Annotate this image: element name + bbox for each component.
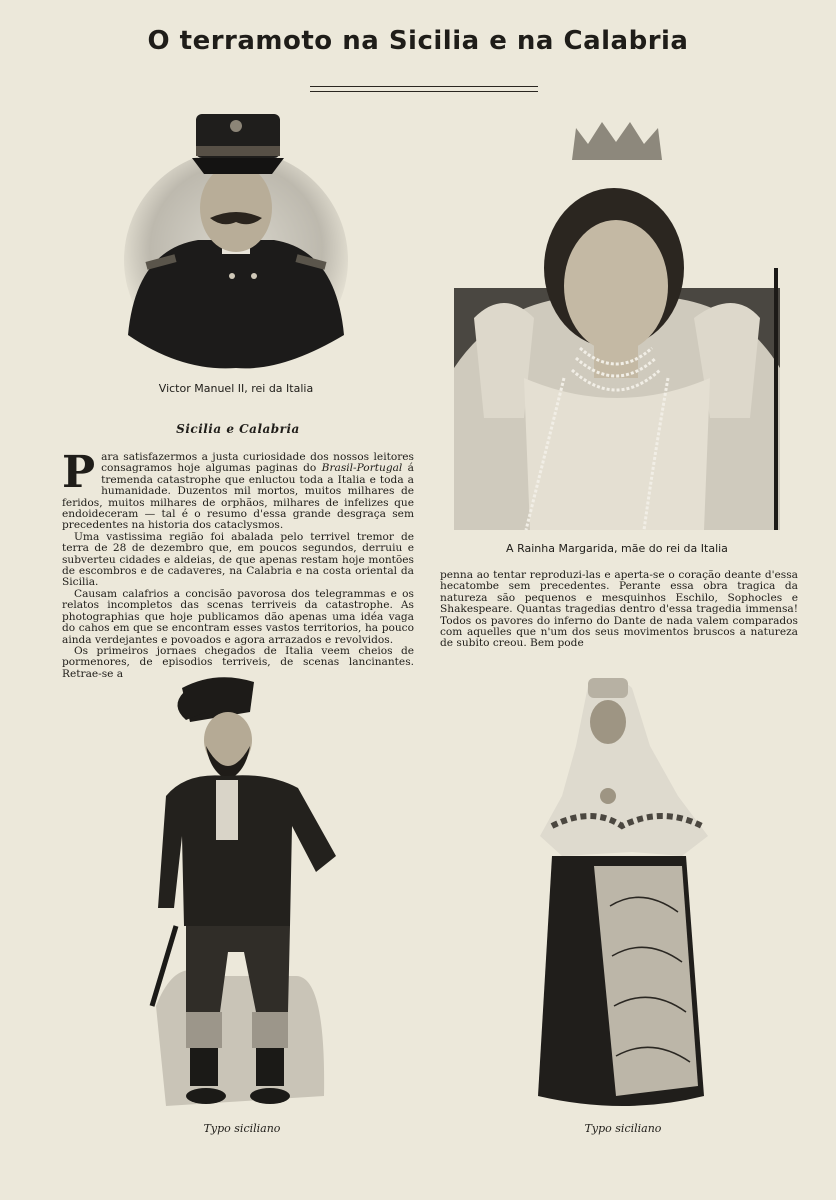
king-caption: Victor Manuel II, rei da Italia [158, 382, 314, 395]
section-heading: Sicilia e Calabria [176, 422, 300, 436]
paragraph-2: Uma vastissima região foi abalada pelo terrivel tremor de terra de 28 de dezembro que, em poucos segundos, derruiu e subverteu cidades e aldeias, de que apenas restam hoje montões de escombros e de cadaveres, na Calabria e na costa oriental da Sicilia. [62, 530, 414, 589]
woman-caption: Typo siciliano [584, 1122, 662, 1135]
title-rule [310, 86, 538, 92]
king-portrait [122, 110, 350, 372]
man-caption: Typo siciliano [203, 1122, 281, 1135]
paragraph-1-text-a: ara satisfazermos a justa curiosidade dos nossos leitores consagramos hoje algumas paginas do [101, 451, 414, 475]
magazine-name: Brasil-Portugal [321, 462, 403, 475]
article-column-left [62, 447, 415, 680]
article-column-right [440, 570, 798, 650]
paragraph-5: penna ao tentar reproduzi-las e aperta-se o coração deante d'essa hecatombe sem precedentes. Perante essa obra tragica da natureza são pequenos e mesquinhos Eschilo, Sophocles e Shakespeare. Quantas tragedias dentro d'essa tragedia immensa! Todos os pavores do inferno do Dante de nada valem comparados com aquelles que n'um dos seus movimentos bruscos a natureza de subito creou. Bem pode [440, 569, 798, 650]
sicilian-man-illustration [146, 676, 338, 1114]
page-title: O terramoto na Sicilia e na Calabria [147, 26, 689, 56]
drop-cap: P [62, 447, 96, 498]
paragraph-1 [62, 447, 415, 532]
paragraph-3: Causam calafrios a concisão pavorosa dos telegrammas e os relatos incompletos das scenas terriveis da catastrophe. As photographias que hoje publicamos dão apenas uma idéa vaga do cahos em que se encontram esses vastos territorios, ha pouco ainda verdejantes e povoados e agora arrazados e revolvidos. [62, 587, 414, 646]
sicilian-woman-illustration [532, 676, 714, 1114]
paragraph-1-text-b: á tremenda catastrophe que enluctou toda a Italia e toda a humanidade. Duzentos mil mortos, muitos milhares de feridos, muitos milhares de orphãos, milhares de infelizes que endoideceram — tal é o resumo d'essa grande desgraça sem precedentes na historia dos cataclysmos. [62, 462, 415, 532]
paragraph-4: Os primeiros jornaes chegados de Italia veem cheios de pormenores, de episodios terriveis, de scenas lancinantes. Retrae-se a [62, 644, 414, 680]
queen-caption: A Rainha Margarida, mãe do rei da Italia [506, 542, 728, 555]
queen-portrait [454, 118, 780, 530]
